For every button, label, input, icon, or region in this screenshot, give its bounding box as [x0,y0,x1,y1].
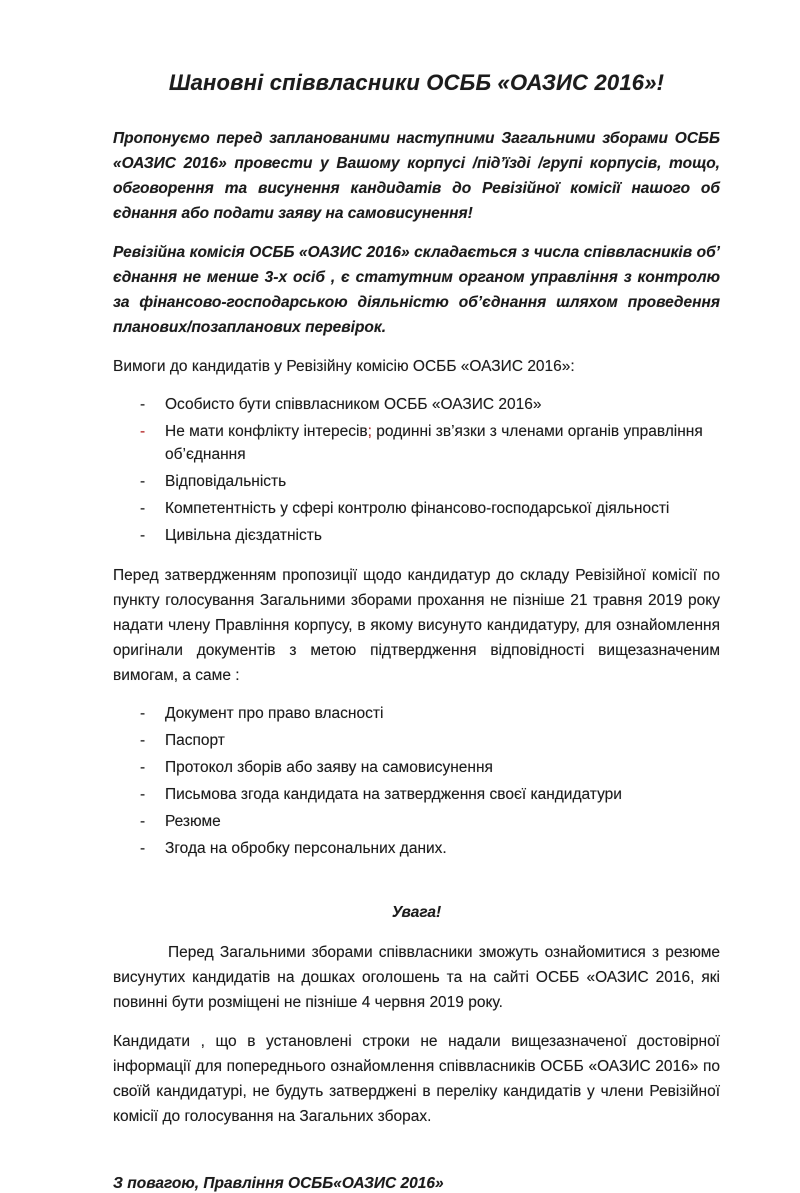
requirements-list [113,393,720,547]
submission-paragraph: Перед затвердженням пропозиції щодо кандидатур до складу Ревізійної комісії по пункту голосування Загальними зборами прохання не пізніше 21 травня 2019 року надати члену Правління корпусу, в якому висунуто кандидатуру, для ознайомлення оригінали документів з метою підтвердження відповідності вищезазначеним вимогам, а саме : [113,567,720,684]
dash-bullet: - [140,732,146,749]
requirements-heading: Вимоги до кандидатів у Ревізійну комісію ОСББ «ОАЗИС 2016»: [113,358,575,375]
list-item-label: Протокол зборів або заяву на самовисунення [165,759,493,776]
dash-bullet: - [140,786,146,803]
dash-bullet: - [140,813,146,830]
signature-line: З повагою, Правління ОСББ«ОАЗИС 2016» [113,1175,444,1192]
conflict-text: Не мати конфлікту інтересів [165,423,368,440]
list-item [140,470,720,493]
intro-paragraph-2: Ревізійна комісія ОСББ «ОАЗИС 2016» складається з числа співвласників об’ єднання не менше 3-х осіб , є статутним органом управління з контролю за фінансово-господарською діяльністю об’єднання шляхом проведення планових/позапланових перевірок. [113,244,720,336]
list-item [140,393,720,416]
attention-paragraph-1: Перед Загальними зборами співвласники зможуть ознайомитися з резюме висунутих кандидатів на дошках оголошень та на сайті ОСББ «ОАЗИС 2016, які повинні бути розміщені не пізніше 4 червня 2019 року. [113,944,720,1011]
list-item [140,524,720,547]
list-item [140,810,720,833]
list-item-label: Письмова згода кандидата на затвердження своєї кандидатури [165,786,622,803]
dash-bullet: - [140,840,146,857]
intro-paragraph-1: Пропонуємо перед запланованими наступними Загальними зборами ОСББ «ОАЗИС 2016» провести у Вашому корпусі /під’їзді /групі корпусів, тощо, обговорення та висунення кандидатів до Ревізійної комісії нашого об єднання або подати заяву на самовисунення! [113,130,720,222]
dash-bullet-red: - [140,423,146,440]
dash-bullet: - [140,396,146,413]
list-item-label: Цивільна дієздатність [165,527,322,544]
list-item [140,497,720,520]
dash-bullet: - [140,500,146,517]
conflict-rest: родинні зв’язки з членами органів управління об’єднання [165,423,703,463]
document-title: Шановні співвласники ОСББ «ОАЗИС 2016»! [168,70,665,95]
list-item-label: Документ про право власності [165,705,384,722]
list-item-label: Компетентність у сфері контролю фінансово-господарської діяльності [165,500,670,517]
dash-bullet: - [140,705,146,722]
list-item-label [165,420,720,466]
list-item-label: Відповідальність [165,473,287,490]
list-item [140,420,720,466]
list-item-label: Резюме [165,813,221,830]
documents-list [113,702,720,860]
list-item-label: Особисто бути співвласником ОСББ «ОАЗИС 2016» [165,396,542,413]
dash-bullet: - [140,527,146,544]
list-item-label: Паспорт [165,732,225,749]
red-semicolon: ; [367,423,372,440]
attention-heading: Увага! [391,904,442,921]
dash-bullet: - [140,759,146,776]
list-item [140,702,720,725]
list-item [140,783,720,806]
dash-bullet: - [140,473,146,490]
attention-paragraph-2: Кандидати , що в установлені строки не надали вищезазначеної достовірної інформації для попереднього ознайомлення співвласників ОСББ «ОАЗИС 2016» по своїй кандидатурі, не будуть затверджені в переліку кандидатів у члени Ревізійної комісії до голосування на Загальних зборах. [113,1033,720,1125]
list-item-label: Згода на обробку персональних даних. [165,840,447,857]
list-item [140,837,720,860]
list-item [140,756,720,779]
list-item [140,729,720,752]
